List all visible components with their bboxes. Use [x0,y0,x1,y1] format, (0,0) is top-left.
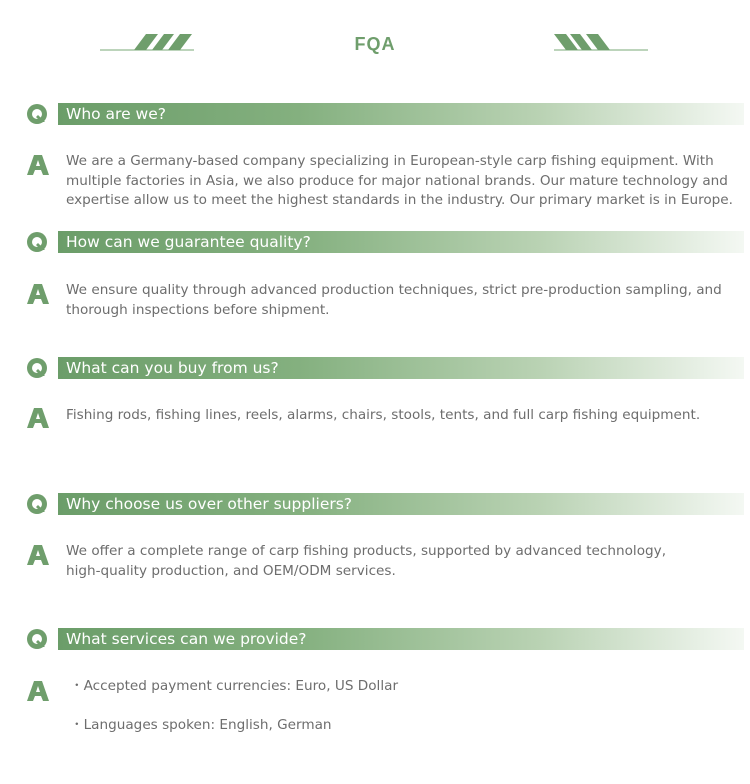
answer-text: Fishing rods, fishing lines, reels, alarms, chairs, stools, tents, and full carp fishing equipment. [66,407,701,423]
a-icon [27,680,49,702]
a-icon [27,154,49,176]
question-bar [58,628,744,650]
faq-header [0,0,750,90]
question-bar [58,493,744,515]
question-text: How can we guarantee quality? [66,233,311,251]
q-icon [26,493,48,515]
a-icon [27,283,49,305]
right-stripes-decoration [554,34,648,52]
question-bar [58,357,744,379]
answer-text: We offer a complete range of carp fishing products, supported by advanced technology, high-quality production, and OEM/ODM services. [66,543,667,579]
list-item: ・Accepted payment currencies: Euro, US Dollar [70,678,399,694]
q-icon [26,628,48,650]
question-text: What services can we provide? [66,630,307,648]
question-text: Who are we? [66,105,166,123]
list-item: ・Languages spoken: English, German [70,717,332,733]
question-text: Why choose us over other suppliers? [66,495,353,513]
a-icon [27,407,49,429]
answer-text: We are a Germany-based company specializing in European-style carp fishing equipment. With multiple factories in Asia, we also produce for major national brands. Our mature technology and expertise allow us to meet the highest standards in the industry. Our primary market is in Europe. [66,153,733,208]
page-title: FQA [354,34,396,54]
answer-text: We ensure quality through advanced production techniques, strict pre-production sampling, and thorough inspections before shipment. [66,282,722,318]
question-text: What can you buy from us? [66,359,279,377]
question-bar [58,103,744,125]
q-icon [26,231,48,253]
question-bar [58,231,744,253]
q-icon [26,357,48,379]
a-icon [27,544,49,566]
q-icon [26,103,48,125]
